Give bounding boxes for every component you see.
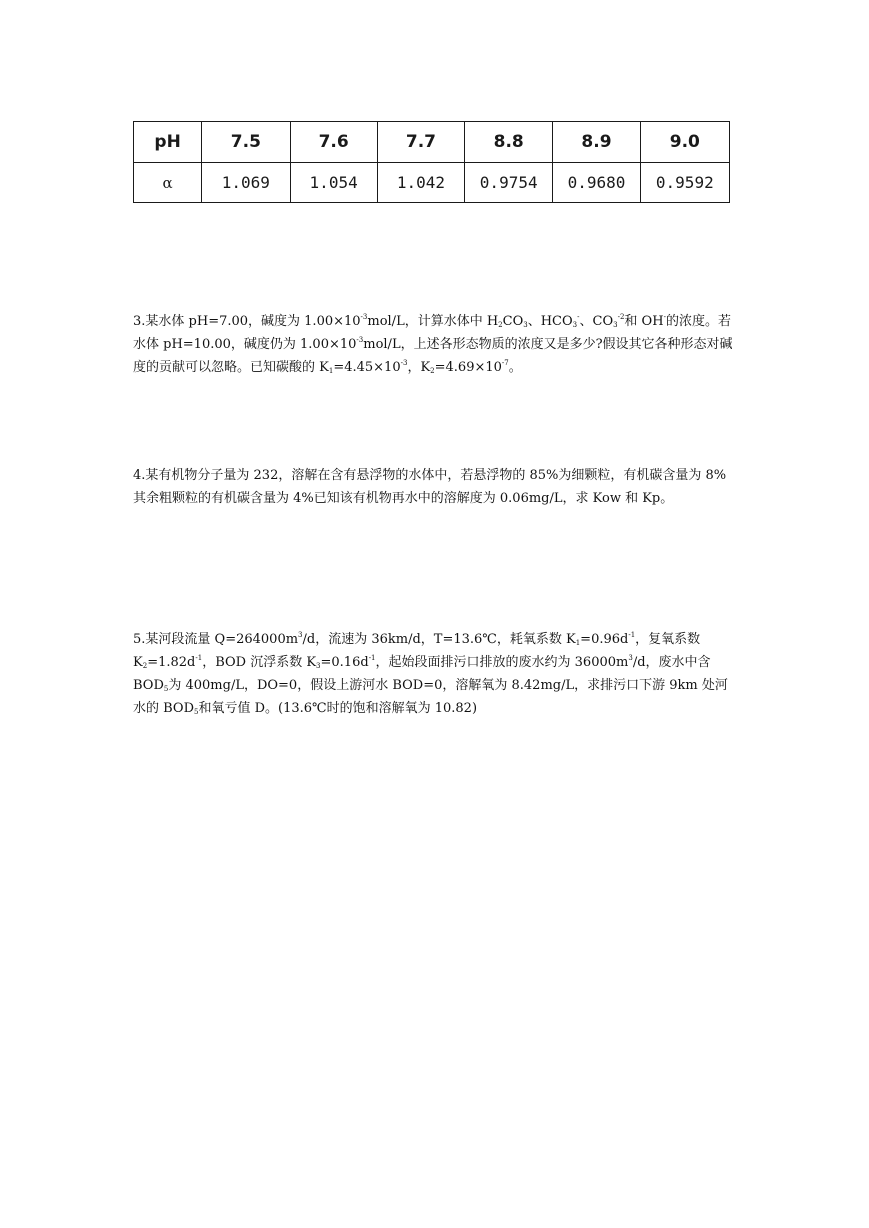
ph-value-cell: 8.8 (465, 122, 553, 163)
alpha-header-cell: α (134, 163, 202, 203)
alpha-value-cell: 0.9680 (553, 163, 640, 203)
ph-value-cell: 7.7 (377, 122, 464, 163)
ph-value-cell: 9.0 (640, 122, 729, 163)
alpha-value-cell: 1.069 (202, 163, 290, 203)
question-4: 4.某有机物分子量为 232，溶解在含有悬浮物的水体中，若悬浮物的 85%为细颗粒，有机碳含量为 8%其余粗颗粒的有机碳含量为 4%已知该有机物再水中的溶解度为 0.06mg/L，求 Kow 和 Kp。 (133, 468, 727, 506)
alpha-value-cell: 1.042 (377, 163, 464, 203)
ph-alpha-table (133, 121, 730, 203)
alpha-value-cell: 0.9592 (640, 163, 729, 203)
alpha-value-cell: 1.054 (290, 163, 377, 203)
ph-value-cell: 8.9 (553, 122, 640, 163)
ph-value-cell: 7.6 (290, 122, 377, 163)
ph-row (134, 122, 730, 163)
alpha-row (134, 163, 730, 203)
alpha-value-cell: 0.9754 (465, 163, 553, 203)
question-5: 5.某河段流量 $Q=264000m^3/d$，流速为 36km/d，T=13.6℃，耗氧系数 $K_1=0.96d^{-1}$，复氧系数 $K_2=1.82d^{-1}$，BOD 沉浮系数 $K_3=0.16d^{-1}$，起始段面排污口排放的废水约为 $36000m^3/d$，废水中含 $BOD_5$为 400mg/L，DO=0，假设上游河水 BOD=0，溶解氧为 8.42mg/L，求排污口下游 9km 处河水的 $BOD_5$和氧亏值 D。(13.6℃时的饱和溶解氧为 10.82) (133, 631, 728, 716)
ph-value-cell: 7.5 (202, 122, 290, 163)
ph-header-cell: pH (134, 122, 202, 163)
question-3: 3.某水体 pH=7.00，碱度为 $1.00\times 10^{-3}mol/L$，计算水体中 $H_2CO_3$、$HCO_3^-$、$CO_3^{-2}$和 OH-的浓度。若水体 pH=10.00，碱度仍为 $1.00\times 10^{-3}mol/L$，上述各形态物质的浓度又是多少?假设其它各种形态对碱度的贡献可以忽略。已知碳酸的 $K_1=4.45\times 10^{-3}$，$K_2=4.69\times 10^{-7}$。 (133, 313, 733, 375)
